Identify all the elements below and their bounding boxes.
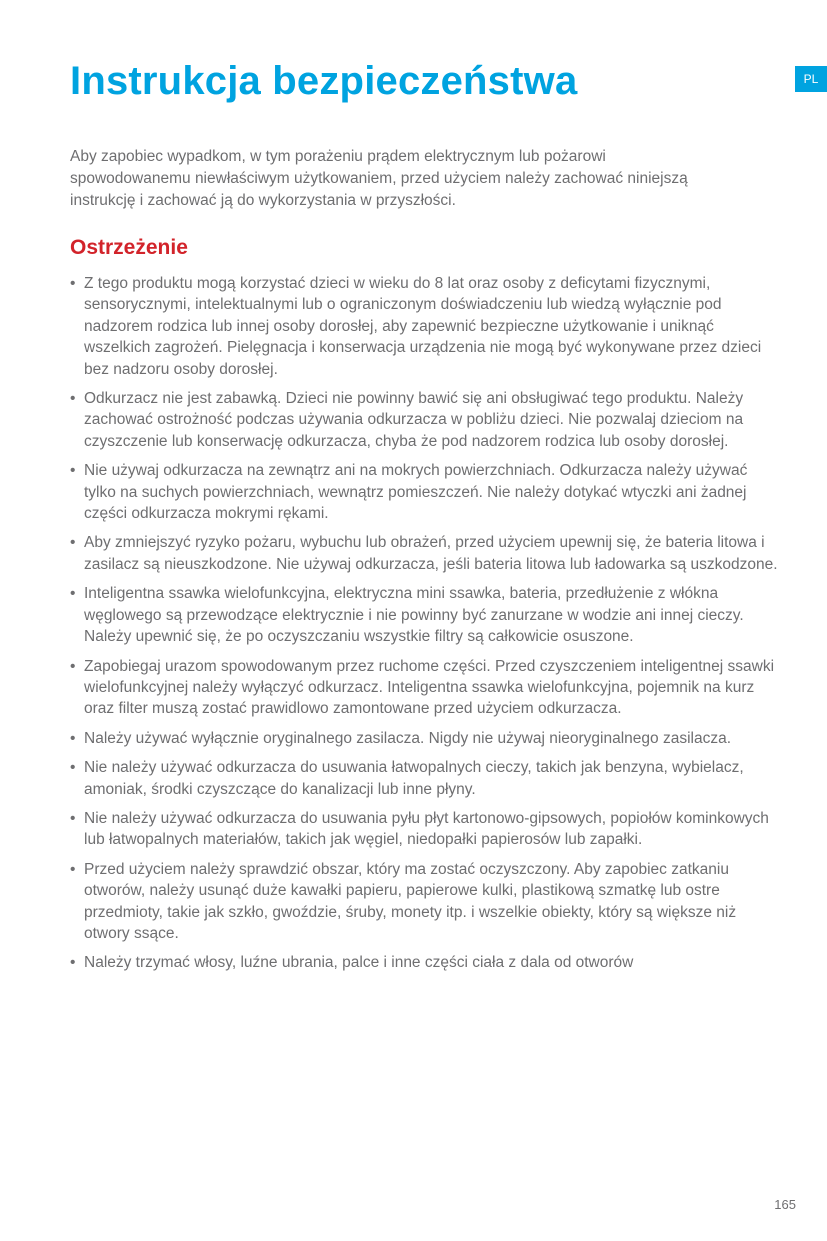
warning-item-10 bbox=[70, 859, 782, 945]
language-badge: PL bbox=[795, 66, 827, 92]
warning-item-6 bbox=[70, 656, 782, 720]
warning-item-text: Nie używaj odkurzacza na zewnątrz ani na mokrych powierzchniach. Odkurzacza należy używać tylko na suchych powierzchniach, wewnątrz pomieszczeń. Nie należy dotykać wtyczki ani żadnej części odkurzacza mokrymi rękami. bbox=[84, 462, 748, 523]
warning-item-text: Odkurzacz nie jest zabawką. Dzieci nie powinny bawić się ani obsługiwać tego produktu. Należy zachować ostrożność podczas używania odkurzacza w pobliżu dzieci. Nie pozwalaj dzieciom na czyszczenie lub konserwację odkurzacza, chyba że pod nadzorem rodzica lub osoby dorosłej. bbox=[84, 390, 744, 450]
warning-item-text: Aby zmniejszyć ryzyko pożaru, wybuchu lub obrażeń, przed użyciem upewnij się, że bateria litowa i zasilacz są nieuszkodzone. Nie używaj odkurzacza, jeśli bateria litowa lub ładowarka są uszkodzone. bbox=[84, 534, 778, 573]
warning-item-text: Nie należy używać odkurzacza do usuwania pyłu płyt kartonowo-gipsowych, popiołów kominkowych lub łatwopalnych materiałów, takich jak węgiel, niedopałki papierosów lub zapałki. bbox=[84, 809, 769, 849]
warning-list bbox=[70, 273, 782, 982]
bullet-icon: • bbox=[70, 657, 76, 675]
warning-item-8 bbox=[70, 757, 782, 800]
warning-heading: Ostrzeżenie bbox=[70, 236, 188, 259]
warning-item-5 bbox=[70, 583, 782, 647]
bullet-icon: • bbox=[70, 534, 76, 552]
warning-item-text: Należy trzymać włosy, luźne ubrania, palce i inne części ciała z dala od otworów bbox=[84, 954, 634, 972]
page-title: Instrukcja bezpieczeństwa bbox=[70, 59, 578, 103]
bullet-icon: • bbox=[70, 585, 76, 603]
page-number: 165 bbox=[774, 1197, 796, 1212]
warning-item-11 bbox=[70, 952, 782, 973]
bullet-icon: • bbox=[70, 275, 76, 292]
warning-item-4 bbox=[70, 532, 782, 575]
bullet-icon: • bbox=[70, 954, 76, 972]
warning-item-1 bbox=[70, 273, 782, 380]
warning-item-text: Należy używać wyłącznie oryginalnego zasilacza. Nigdy nie używaj nieoryginalnego zasilacza. bbox=[84, 729, 732, 747]
warning-item-text: Z tego produktu mogą korzystać dzieci w wieku do 8 lat oraz osoby z deficytami fizycznymi, sensorycznymi, intelektualnymi lub o ograniczonym doświadczeniu lub wiedzą wyłącznie pod nadzorem rodzica lub innej osoby dorosłej, aby zapewnić bezpieczne użytkowanie i uniknąć wszelkich zagrożeń. Pielęgnacja i konserwacja urządzenia nie mogą być wykonywane przez dzieci bez nadzoru osoby dorosłej. bbox=[84, 275, 762, 378]
warning-item-9 bbox=[70, 808, 782, 851]
intro-paragraph: Aby zapobiec wypadkom, w tym porażeniu prądem elektrycznym lub pożarowi spowodowanemu niewłaściwym użytkowaniem, przed użyciem należy zachować niniejszą instrukcję i zachować ją do wykorzystania w przyszłości. bbox=[70, 148, 688, 209]
bullet-icon: • bbox=[70, 860, 76, 878]
bullet-icon: • bbox=[70, 809, 76, 827]
bullet-icon: • bbox=[70, 759, 76, 777]
bullet-icon: • bbox=[70, 390, 76, 408]
warning-item-text: Przed użyciem należy sprawdzić obszar, który ma zostać oczyszczony. Aby zapobiec zatkaniu otworów, należy usunąć duże kawałki papieru, papierowe kulki, plastikową szmatkę lub ostre przedmioty, takie jak szkło, gwoździe, śruby, monety itp. i wszelkie obiekty, który są większe niż otwory ssące. bbox=[84, 860, 737, 942]
warning-item-7 bbox=[70, 728, 782, 749]
bullet-icon: • bbox=[70, 462, 76, 480]
warning-item-text: Inteligentna ssawka wielofunkcyjna, elektryczna mini ssawka, bateria, przedłużenie z włókna węglowego są przewodzące elektrycznie i nie powinny być zanurzane w wodzie ani innej cieczy. Należy upewnić się, że po oczyszczaniu wszystkie filtry są całkowicie osuszone. bbox=[84, 585, 744, 646]
warning-item-3 bbox=[70, 460, 782, 524]
warning-item-text: Zapobiegaj urazom spowodowanym przez ruchome części. Przed czyszczeniem inteligentnej ssawki wielofunkcyjnej należy wyłączyć odkurzacz. Inteligentna ssawka wielofunkcyjna, pojemnik na kurz oraz filter muszą zostać prawidlowo zamontowane przed użyciem odkurzacza. bbox=[84, 657, 775, 718]
warning-item-2 bbox=[70, 388, 782, 452]
warning-item-text: Nie należy używać odkurzacza do usuwania łatwopalnych cieczy, takich jak benzyna, wybielacz, amoniak, środki czyszczące do kanalizacji lub inne płyny. bbox=[84, 759, 744, 798]
bullet-icon: • bbox=[70, 729, 76, 747]
